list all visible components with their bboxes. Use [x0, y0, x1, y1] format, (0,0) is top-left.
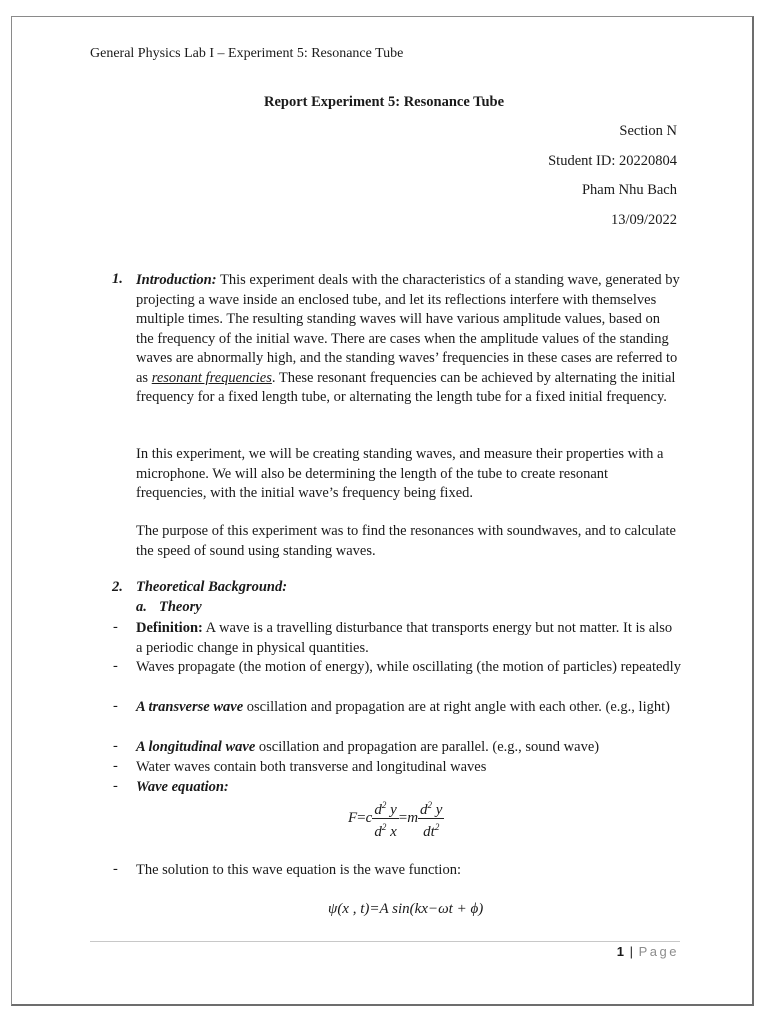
eq-frac2-den-sup: 2 [434, 822, 440, 832]
bullet-solution: The solution to this wave equation is the wave function: [136, 862, 461, 878]
resonant-frequencies-term: resonant frequencies [151, 369, 272, 386]
student-id: Student ID: 20220804 [548, 153, 677, 169]
bullet-definition [136, 619, 681, 658]
page-separator: | [625, 944, 639, 959]
report-title: Report Experiment 5: Resonance Tube [263, 94, 505, 110]
eq-equals: = [357, 809, 366, 826]
wave-equation-label: Wave equation: [136, 779, 229, 795]
eq-frac2-num-d: d [420, 802, 428, 818]
running-header: General Physics Lab I – Experiment 5: Resonance Tube [90, 46, 404, 61]
section-label: Section N [619, 123, 677, 139]
wave-function-equation: ψ(x , t)=A sin(kx−ωt + ϕ) [328, 901, 484, 917]
page-word: Page [638, 944, 679, 959]
eq-frac1-den-sup: 2 [381, 822, 387, 832]
bullet-longitudinal [136, 738, 681, 758]
bullet-water-waves: Water waves contain both transverse and longitudinal waves [136, 759, 487, 775]
definition-label: Definition: [136, 620, 203, 636]
bullet-propagate: Waves propagate (the motion of energy), while oscillating (the motion of particles) repeatedly [136, 659, 681, 675]
transverse-text: oscillation and propagation are at right angle with each other. (e.g., light) [243, 699, 670, 715]
report-date: 13/09/2022 [610, 212, 677, 228]
intro-paragraph-1 [136, 271, 681, 408]
intro-number: 1. [112, 271, 123, 287]
longitudinal-label: A longitudinal wave [136, 739, 256, 755]
eq-frac2-den-d: dt [423, 824, 435, 840]
transverse-label: A transverse wave [136, 699, 244, 715]
longitudinal-text: oscillation and propagation are parallel. (e.g., sound wave) [255, 739, 600, 755]
definition-text: A wave is a travelling disturbance that transports energy but not matter. It is also a periodic change in physical quantities. [136, 620, 673, 656]
bullet-dash: - [113, 778, 118, 794]
bullet-dash: - [113, 861, 118, 877]
eq-frac1-den-var: x [386, 824, 397, 840]
theory-sub-heading: Theory [159, 599, 202, 615]
intro-paragraph-3: The purpose of this experiment was to find the resonances with soundwaves, and to calculate the speed of sound using standing waves. [136, 523, 676, 559]
page-number [617, 944, 679, 959]
theory-sub-letter: a. [136, 599, 147, 615]
eq-m: m [407, 809, 419, 826]
eq-c: c [365, 809, 373, 826]
eq-fraction-1 [372, 797, 398, 840]
intro-paragraph-2: In this experiment, we will be creating standing waves, and measure their properties with a microphone. We will also be determining the length of the tube to create resonant frequencies, with the initial wave’s frequency being fixed. [136, 446, 664, 501]
eq-frac2-num-var: y [432, 802, 443, 818]
footer-rule [90, 941, 680, 942]
intro-text-a: This experiment deals with the characteristics of a standing wave, generated by projecting a wave inside an enclosed tube, and let its reflections interfere with themselves multiple times. The resulting standing waves will have various amplitude values, based on the frequency of the initial wave. There are cases when the amplitude values of the standing waves are abnormally high, and the standing waves’ frequencies in these cases are referred to as [136, 272, 680, 386]
eq-frac1-num-d: d [374, 802, 382, 818]
student-name: Pham Nhu Bach [581, 182, 677, 198]
eq-frac1-den-d: d [374, 824, 382, 840]
eq-frac1-num-var: y [386, 802, 397, 818]
intro-heading: Introduction: [136, 272, 217, 288]
eq-lhs: F [348, 809, 358, 826]
wave-equation [348, 797, 444, 840]
bullet-dash: - [113, 758, 118, 774]
eq-fraction-2 [418, 797, 444, 840]
eq-equals: = [398, 809, 408, 826]
intro-text-b: . These resonant frequencies can be achieved by alternating the initial frequency for a fixed length tube, or alternating the length tube for a fixed initial frequency. [136, 369, 676, 405]
bullet-dash: - [113, 698, 118, 714]
bullet-dash: - [113, 658, 118, 674]
bullet-dash: - [113, 738, 118, 754]
bullet-transverse [136, 698, 681, 718]
theory-heading: Theoretical Background: [136, 579, 288, 595]
eq-frac1-num-sup: 2 [381, 800, 387, 810]
page-number-value: 1 [616, 944, 626, 959]
theory-number: 2. [112, 579, 123, 595]
bullet-dash: - [113, 619, 118, 635]
eq-frac2-num-sup: 2 [427, 800, 433, 810]
